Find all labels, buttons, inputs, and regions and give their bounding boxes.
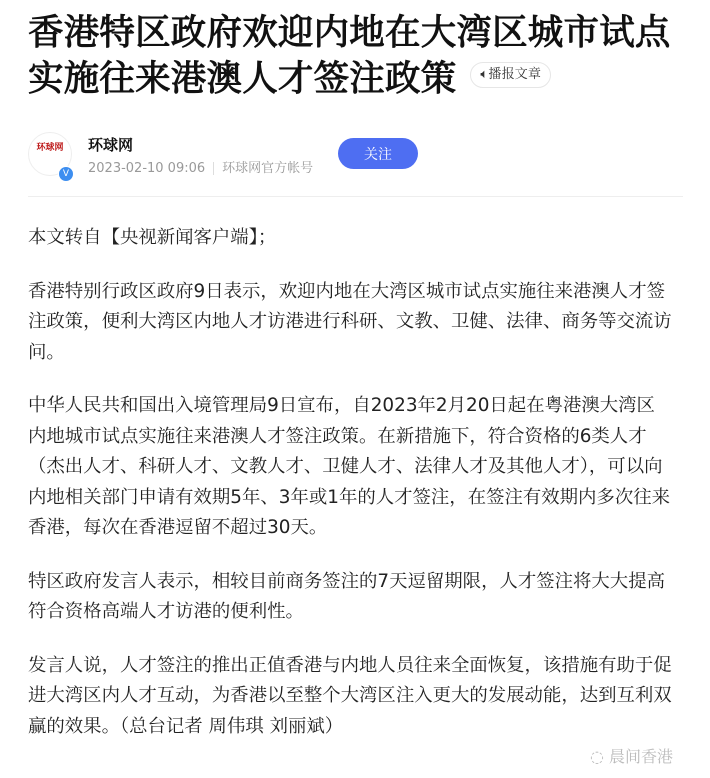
author-name[interactable]: 环球网 [88,136,134,154]
play-label: 播报文章 [488,67,542,82]
logo-text: 环球网 [36,143,64,153]
watermark [28,746,683,768]
watermark-text: 晨间香港 [608,747,673,766]
author-meta [88,157,313,176]
title-text: 香港特区政府欢迎内地在大湾区城市试点实施往来港澳人才签注政策 [28,12,671,99]
follow-button[interactable]: 关注 [338,138,418,169]
paragraph: 发言人说，人才签注的推出正值香港与内地人员往来全面恢复，该措施有助于促进大湾区内人才互动，为香港以至整个大湾区注入更大的发展动能，达到互利双赢的效果。（总台记者 周伟琪 刘丽斌） [28,654,672,737]
speaker-icon: 🔈︎ [480,67,489,82]
paragraph: 香港特别行政区政府9日表示，欢迎内地在大湾区城市试点实施往来港澳人才签注政策，便利大湾区内地人才访港进行科研、文教、卫健、法律、商务等交流访问。 [28,280,672,363]
paragraph: 本文转自【央视新闻客户端】； [28,227,277,248]
article-title [28,10,688,102]
publish-date: 2023-02-10 09:06 [88,161,206,176]
divider [213,162,214,175]
author-bar [28,128,683,197]
wechat-icon: ◌ [589,747,609,766]
account-type: 环球网官方帐号 [222,161,314,176]
verified-icon: V [58,166,74,182]
article-body [28,223,673,742]
paragraph: 中华人民共和国出入境管理局9日宣布，自2023年2月20日起在粤港澳大湾区内地城市试点实施往来港澳人才签注政策。在新措施下，符合资格的6类人才（杰出人才、科研人才、文教人才、卫健人才、法律人才及其他人才），可以向内地相关部门申请有效期5年、3年或1年的人才签注，在签注有效期内多次往来香港，每次在香港逗留不超过30天。 [28,395,670,538]
play-article-button[interactable] [470,62,551,88]
paragraph: 特区政府发言人表示，相较目前商务签注的7天逗留期限，人才签注将大大提高符合资格高端人才访港的便利性。 [28,570,665,622]
